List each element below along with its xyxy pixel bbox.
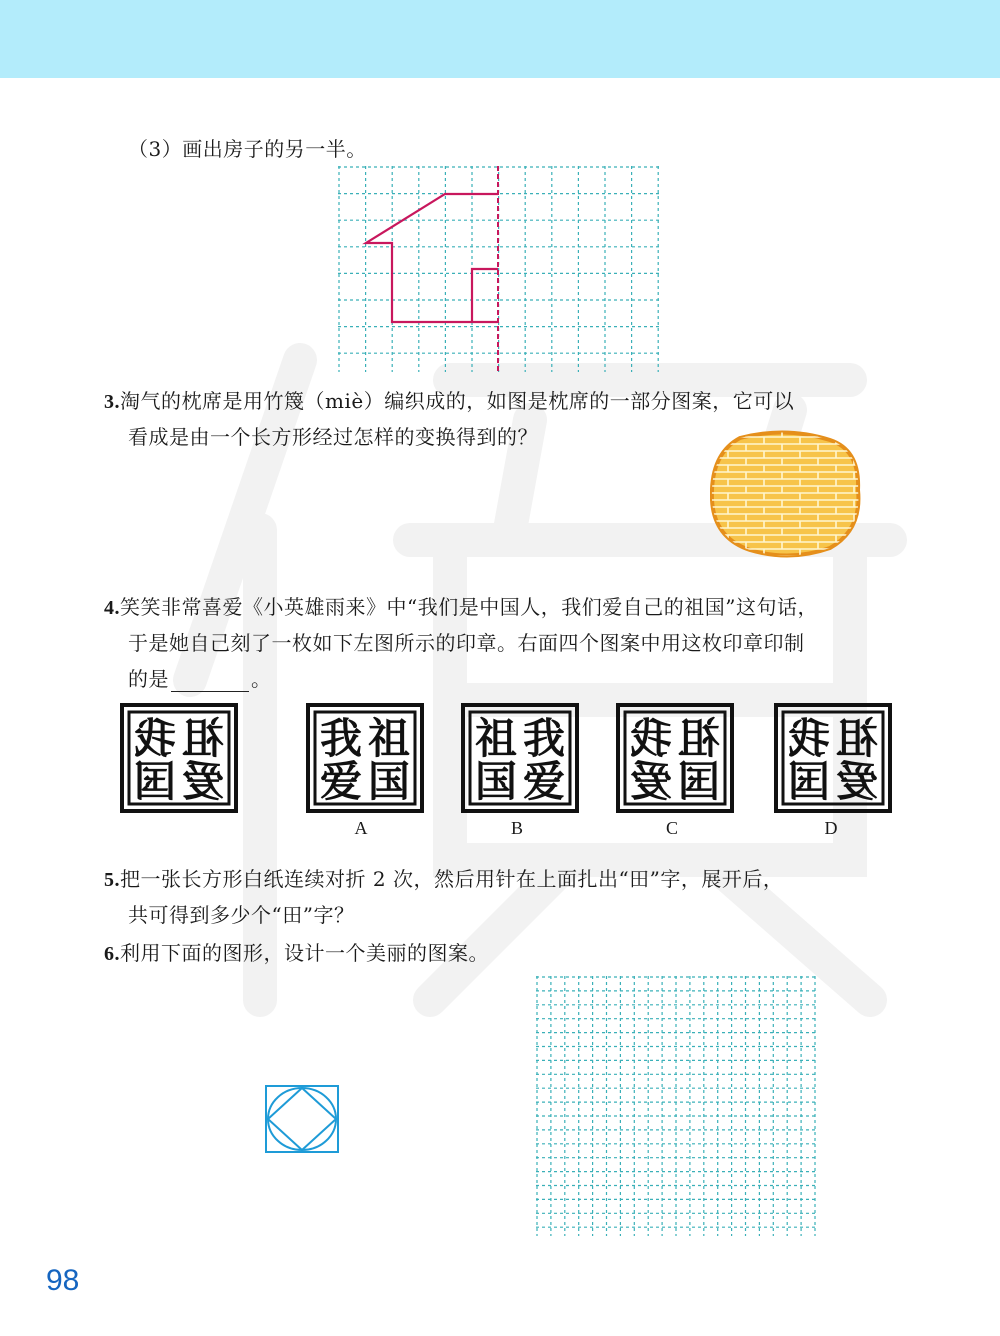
question-4-text: 笑笑非常喜爱《小英雄雨来》中“我们是中国人，我们爱自己的祖国”这句话， bbox=[120, 595, 818, 619]
svg-text:国: 国 bbox=[474, 757, 518, 806]
question-4-line3-text: 的是 bbox=[128, 667, 169, 691]
seal-option-d bbox=[774, 703, 892, 813]
question-4-line3-end: 。 bbox=[251, 667, 272, 691]
question-5-line2: 共可得到多少个“田”字？ bbox=[128, 903, 355, 927]
svg-text:我: 我 bbox=[787, 714, 831, 763]
seal-option-c bbox=[616, 703, 734, 813]
design-grid bbox=[536, 976, 816, 1236]
question-3-line2: 看成是由一个长方形经过怎样的变换得到的？ bbox=[128, 425, 538, 449]
woven-mat-image bbox=[710, 430, 862, 558]
question-5-text: 把一张长方形白纸连续对折 2 次，然后用针在上面扎出“田”字，展开后， bbox=[120, 867, 784, 891]
question-4-line3 bbox=[128, 666, 272, 692]
svg-text:祖: 祖 bbox=[181, 714, 225, 763]
question-3-text: 淘气的枕席是用竹篾（miè）编织成的，如图是枕席的一部分图案，它可以 bbox=[120, 389, 795, 413]
house-grid bbox=[338, 166, 660, 372]
question-6-text: 利用下面的图形，设计一个美丽的图案。 bbox=[120, 941, 489, 965]
svg-text:爱: 爱 bbox=[835, 757, 879, 806]
question-3-subpart: （3）画出房子的另一半。 bbox=[128, 137, 367, 161]
svg-text:爱: 爱 bbox=[522, 757, 566, 806]
question-3-number: 3. bbox=[104, 391, 120, 413]
seal-original bbox=[120, 703, 238, 813]
option-label-d: D bbox=[824, 818, 838, 838]
header-band bbox=[0, 0, 1000, 78]
option-label-b: B bbox=[510, 818, 523, 838]
page-number: 98 bbox=[46, 1264, 80, 1297]
svg-text:国: 国 bbox=[677, 757, 721, 806]
question-6-number: 6. bbox=[104, 943, 120, 965]
svg-text:国: 国 bbox=[787, 757, 831, 806]
svg-text:我: 我 bbox=[629, 714, 673, 763]
svg-text:爱: 爱 bbox=[629, 757, 673, 806]
seal-option-a bbox=[306, 703, 424, 813]
svg-text:祖: 祖 bbox=[677, 714, 721, 763]
question-5-line1 bbox=[104, 866, 783, 893]
svg-text:国: 国 bbox=[367, 757, 411, 806]
question-4-line1 bbox=[104, 594, 818, 621]
svg-text:祖: 祖 bbox=[474, 714, 518, 763]
seal-option-b bbox=[461, 703, 579, 813]
svg-text:爱: 爱 bbox=[181, 757, 225, 806]
question-6-line1 bbox=[104, 940, 489, 967]
question-3-line1 bbox=[104, 388, 794, 415]
svg-text:祖: 祖 bbox=[367, 714, 411, 763]
answer-blank[interactable] bbox=[171, 671, 249, 692]
square-circle-diamond-shape bbox=[264, 1084, 340, 1154]
svg-text:我: 我 bbox=[319, 714, 363, 763]
svg-text:我: 我 bbox=[522, 714, 566, 763]
svg-text:国: 国 bbox=[133, 757, 177, 806]
svg-text:爱: 爱 bbox=[319, 757, 363, 806]
svg-text:祖: 祖 bbox=[835, 714, 879, 763]
svg-text:我: 我 bbox=[133, 714, 177, 763]
question-5-number: 5. bbox=[104, 869, 120, 891]
question-4-number: 4. bbox=[104, 597, 120, 619]
option-label-c: C bbox=[665, 818, 678, 838]
option-label-a: A bbox=[354, 818, 368, 838]
question-4-line2: 于是她自己刻了一枚如下左图所示的印章。右面四个图案中用这枚印章印制 bbox=[128, 631, 805, 655]
